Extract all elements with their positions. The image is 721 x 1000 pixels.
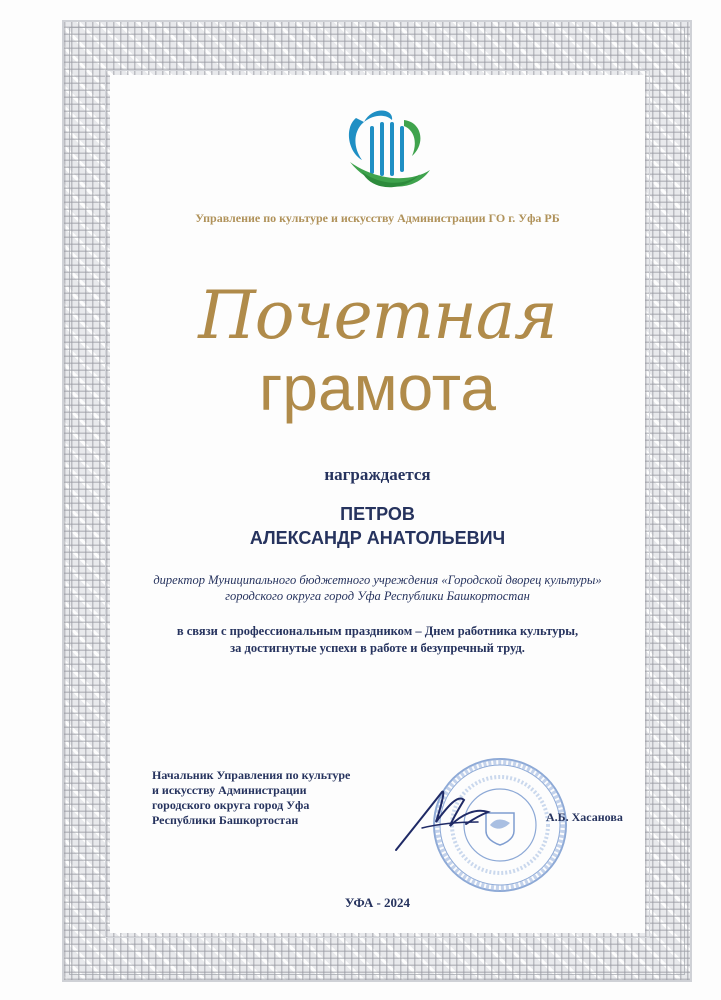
lyre-bird-logo-icon bbox=[342, 100, 437, 198]
signatory-title-line: и искусству Администрации bbox=[152, 783, 307, 797]
signatory-title bbox=[152, 768, 422, 828]
award-reason bbox=[110, 623, 645, 657]
organization-name: Управление по культуре и искусству Администрации ГО г. Уфа РБ bbox=[195, 211, 560, 225]
awarded-label: награждается bbox=[324, 465, 431, 484]
reason-line-1: в связи с профессиональным праздником – Днем работника культуры, bbox=[176, 624, 579, 638]
recipient-surname: ПЕТРОВ bbox=[340, 504, 415, 524]
handwritten-signature-icon bbox=[392, 770, 512, 860]
signatory-title-line: Республики Башкортостан bbox=[152, 813, 299, 827]
position-line-2: городского округа город Уфа Республики Башкортостан bbox=[225, 589, 530, 603]
reason-line-2: за достигнутые успехи в работе и безупречный труд. bbox=[230, 641, 525, 655]
recipient-position bbox=[110, 572, 645, 604]
position-line-1: директор Муниципального бюджетного учреждения «Городской дворец культуры» bbox=[153, 573, 602, 587]
certificate-title-line2: грамота bbox=[259, 352, 496, 424]
recipient-given-names: АЛЕКСАНДР АНАТОЛЬЕВИЧ bbox=[249, 528, 506, 548]
signatory-title-line: городского округа город Уфа bbox=[152, 798, 310, 812]
certificate-title-line1: Почетная bbox=[198, 277, 557, 354]
city-year-footer: УФА - 2024 bbox=[344, 895, 411, 910]
signatory-name: А.Б. Хасанова bbox=[546, 810, 623, 824]
recipient-name bbox=[110, 502, 645, 550]
signatory-title-line: Начальник Управления по культуре bbox=[152, 768, 351, 782]
